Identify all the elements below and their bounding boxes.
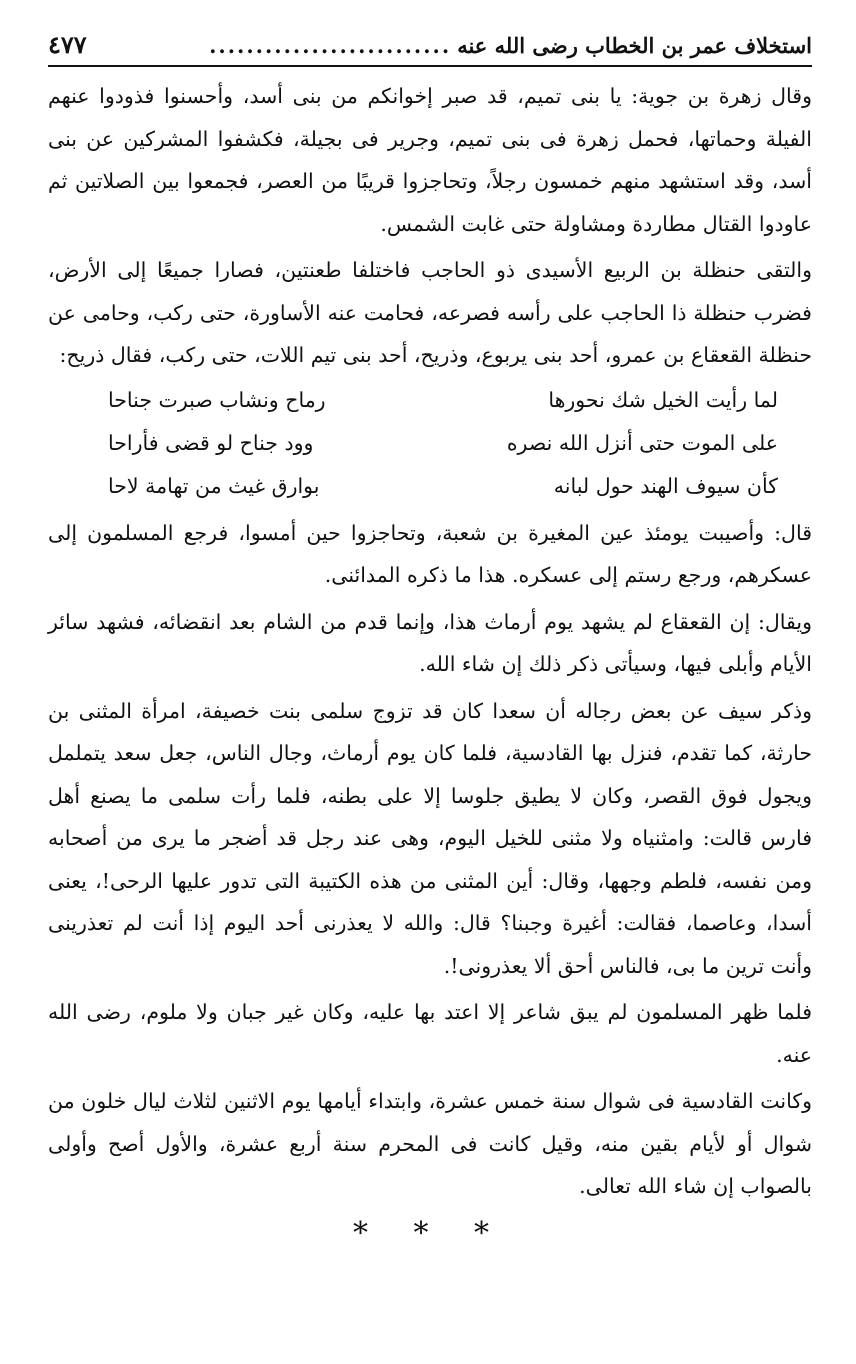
paragraph: وقال زهرة بن جوية: يا بنى تميم، قد صبر إخوانكم من بنى أسد، وأحسنوا فذودوا عنهم الفيلة وحماتها، فحمل زهرة فى بنى تميم، وجرير فى بجيلة، فكشفوا المشركين عن بنى أسد، وقد استشهد منهم خمسون رجلاً، وتحاجزوا قريبًا من العصر، فجمعوا بين الصلاتين ثم عاودوا القتال مطاردة ومشاولة حتى غابت الشمس.	[48, 84, 812, 236]
paragraph: قال: وأصيبت يومئذ عين المغيرة بن شعبة، وتحاجزوا حين أمسوا، فرجع المسلمون إلى عسكرهم، ورجع رستم إلى عسكره. هذا ما ذكره المدائنى.	[48, 520, 812, 587]
running-header	[48, 30, 812, 67]
verse-first-hemistich: لما رأيت الخيل شك نحورها	[548, 387, 778, 412]
leader-dots: ..........................	[209, 33, 452, 58]
paragraph: وذكر سيف عن بعض رجاله أن سعدا كان قد تزوج سلمى بنت خصيفة، امرأة المثنى بن حارثة، كما تقدم، فنزل بها القادسية، فلما كان يوم أرماث، وجال الناس، جعل سعد يتململ ويجول فوق القصر، وكان لا يطيق جلوسا إلا على بطنه، فلما رأت سلمى ما يصنع أهل فارس قالت: وامثنياه ولا مثنى للخيل اليوم، وهى عند رجل قد أضجر ما يرى من أصحابه ومن نفسه، فلطم وجهها، وقال: أين المثنى من هذه الكتيبة التى تدور عليها الرحى!، يعنى أسدا، وعاصما، فقالت: أغيرة وجبنا؟ قال: والله لا يعذرنى أحد اليوم إذا أنت لم تعذرينى وأنت ترين ما بى، فالناس أحق ألا يعذرونى!.	[48, 698, 812, 978]
paragraph: ويقال: إن القعقاع لم يشهد يوم أرماث هذا، وإنما قدم من الشام بعد انقضائه، فشهد سائر الأيام وأبلى فيها، وسيأتى ذكر ذلك إن شاء الله.	[48, 609, 812, 676]
verse-second-hemistich: رماح ونشاب صبرت جناحا	[108, 387, 326, 412]
verse-first-hemistich: على الموت حتى أنزل الله نصره	[506, 430, 778, 455]
paragraph: والتقى حنظلة بن الربيع الأسيدى ذو الحاجب فاختلفا طعنتين، فصارا جميعًا إلى الأرض، فضرب حنظلة ذا الحاجب على رأسه فصرعه، فحامت عنه الأساورة، حتى ركب، وحامى عن حنظلة القعقاع بن عمرو، أحد بنى يربوع، وذريح، أحد بنى تيم اللات، حتى ركب، فقال ذريح:	[48, 258, 812, 367]
poem-verse	[108, 422, 778, 465]
poem-verse	[108, 465, 778, 508]
paragraph: فلما ظهر المسلمون لم يبق شاعر إلا اعتد بها عليه، وكان غير جبان ولا ملوم، رضى الله عنه.	[48, 1000, 812, 1067]
verse-second-hemistich: بوارق غيث من تهامة لاحا	[108, 473, 320, 498]
poem	[108, 379, 778, 508]
verse-first-hemistich: كأن سيوف الهند حول لبانه	[553, 473, 778, 498]
page-number: ٤٧٧	[48, 30, 87, 59]
verse-second-hemistich: وود جناح لو قضى فأراحا	[108, 430, 314, 455]
paragraph: وكانت القادسية فى شوال سنة خمس عشرة، وابتداء أيامها يوم الاثنين لثلاث ليال خلون من شوال أو لأيام بقين منه، وقيل كانت فى المحرم سنة أربع عشرة، والأول أصح وأولى بالصواب إن شاء الله تعالى.	[48, 1089, 812, 1198]
chapter-title: استخلاف عمر بن الخطاب رضى الله عنه	[457, 33, 812, 58]
section-ornament: * * *	[352, 1215, 508, 1251]
poem-verse	[108, 379, 778, 422]
